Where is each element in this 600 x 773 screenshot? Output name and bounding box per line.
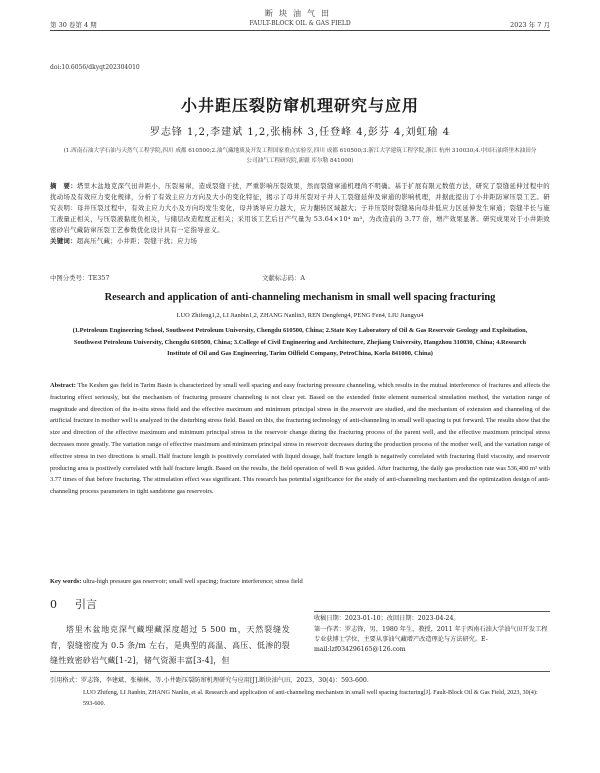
authors-en: LUO Zhifeng1,2, LI Jianbin1,2, ZHANG Nanlin3, REN Dengfeng4, PENG Fen4, LIU Jiangyu4 xyxy=(176,312,424,319)
header-rule xyxy=(50,30,550,31)
citation-rule xyxy=(50,671,550,672)
volume-issue: 第 30 卷第 4 期 xyxy=(50,21,97,29)
abstract-en-label: Abstract: xyxy=(50,382,76,389)
keywords-en: ultra-high pressure gas reservoir; small well spacing; fracture interference; stress field xyxy=(83,578,303,585)
keywords-en-label: Key words: xyxy=(50,578,82,585)
first-author-note: 第一作者：罗志锋，男，1980 年生，教授，2011 年于西南石油大学油气田开发工程专业获博士学位，主要从事油气藏增产改造理论与方法研究。E-mail:lzf034296165@126.com xyxy=(314,626,548,653)
keywords-cn-label: 关键词： xyxy=(50,237,77,245)
citation-en: LUO Zhifeng, LI Jianbin, ZHANG Nanlin, et al. Research and application of anti-channeling mechanism in small well spacing fracturing[J]. Fault-Block Oil & Gas Field, 2023, 30(4): 593-600. xyxy=(83,688,538,707)
intro-paragraph: 塔里木盆地克深气藏埋藏深度超过 5 500 m，天然裂缝发育，裂缝密度为 0.5 条/m 左右，是典型的高温、高压、低渗的裂缝性致密砂岩气藏[1-2]，储气资源丰富[3-4]，但 xyxy=(50,625,290,665)
section-heading xyxy=(50,596,97,612)
section-title: 引言 xyxy=(75,598,97,611)
received-date: 收稿日期：2023-01-10；改回日期：2023-04-24。 xyxy=(314,615,460,622)
title-en: Research and application of anti-channeling mechanism in small well spacing fracturing xyxy=(104,292,496,303)
document-code: 文献标志码：A xyxy=(262,274,305,282)
affiliations-cn: (1.西南石油大学石油与天然气工程学院,四川 成都 610500;2.油气藏地质及开发工程国家重点实验室,四川 成都 610500;3.浙江大学建筑工程学院,浙江 杭州 310030;4.中国石油塔里木油田分公司油气工程研究院,新疆 库尔勒 841000) xyxy=(63,148,537,164)
citation-block xyxy=(50,675,550,710)
article-notes xyxy=(314,614,550,656)
keywords-en-line xyxy=(50,578,550,585)
authors-cn: 罗志锋 1,2,李建斌 1,2,张楠林 3,任登峰 4,彭芬 4,刘虹瑜 4 xyxy=(149,127,451,138)
abstract-en-text: The Keshen gas field in Tarim Basin is characterized by small well spacing and easy fracturing pressure channeling, which results in the mutual interference of fractures and affects the fracturing effect seriously, but the mechanism of fracturing pressure channeling is not clear yet. Based on the extended finite element numerical simulation method, the variation range of magnitude and direction of the in-situ stress field and the effective maximum and minimum principal stress in the reservoir are studied, and the mechanism of extension and channeling of the artificial fracture in mother well is analyzed in the disturbing stress field. Based on this, the fracturing technology of anti-channeling in small well spacing is put forward. The results show that the size and direction of the effective maximum and minimum principal stress in the reservoir change during the fracturing process of the parent well, and the effective maximum principal stress decreases more greatly. The variation range of effective maximum and minimum principal stress in reservoir decreases during the production process of the mother well, and the variation range of effective stress in two directions is small. Half fracture length is positively correlated with liquid dosage, half fracture length is negatively correlated with fracturing fluid viscosity, and reservoir producing area is positively correlated with half fracture length. Based on the results, the field operation of well B was guided. After fracturing, the daily gas production rate was 536,400 m³ with 3.77 times of that before fracturing. The stimulation effect was significant. This research has potential significance for the study of anti-channeling mechanism and the optimization design of anti-channeling process parameters in tight sandstone gas reservoirs. xyxy=(50,382,550,496)
title-cn: 小井距压裂防窜机理研究与应用 xyxy=(180,96,419,115)
abstract-cn-label: 摘 要： xyxy=(50,182,78,190)
abstract-en xyxy=(50,380,550,498)
section-number: 0 xyxy=(50,598,57,611)
journal-name-en: FAULT-BLOCK OIL & GAS FIELD xyxy=(249,20,351,27)
abstract-cn xyxy=(50,181,550,247)
publication-date: 2023 年 7 月 xyxy=(510,21,550,29)
classification-number: 中图分类号：TE357 xyxy=(50,274,110,282)
affiliations-en: (1.Petroleum Engineering School, Southwest Petroleum University, Chengdu 610500, China; 2.State Key Laboratory of Oil & Gas Reservoir Geology and Exploitation, Southwest Petroleum University, Chengdu 610500, China; 3.College of Civil Engineering and Architecture, Zhejiang University, Hangzhou 310030, China; 4.Research Institute of Oil and Gas Engineering, Tarim Oilfield Company, PetroChina, Korla 841000, China) xyxy=(72,327,528,358)
journal-name-header: 断块油气田 xyxy=(265,9,335,18)
citation-cn: 引用格式：罗志锋，李建斌，张楠林，等.小井距压裂防窜机理研究与应用[J].断块油气田，2023，30(4)：593-600. xyxy=(50,677,369,684)
doi: doi:10.6056/dkyqt202304010 xyxy=(50,64,140,71)
keywords-cn: 超高压气藏；小井距；裂缝干扰；应力场 xyxy=(76,237,198,245)
abstract-cn-text: 塔里木盆地克深气田井距小，压裂易窜，造成裂缝干扰，严重影响压裂效果，然而裂缝窜通机理尚不明确。基于扩展有限元数值方法，研究了裂缝延伸过程中的扰动场及有效应力变化规律，分析了有效主应力方向及大小的变化特征，揭示了母井压裂对子井人工裂缝延伸及窜通的影响机理，并据此提出了小井距防窜压裂工艺。研究表明：母井压裂过程中，有效主应力大小及方向均发生变化，母井诱导应力越大，应力翻转区域越大；子井压裂时裂缝易向母井低应力区延伸发生窜通；裂缝半长与施工液量正相关，与压裂液黏度负相关，与储层改造程度正相关；采用该工艺后日产气量为 53.64×10⁴ m³，为改造前的 3.77 倍，增产效果显著。研究成果对于小井距致密砂岩气藏防窜压裂工艺参数优化设计具有一定指导意义。 xyxy=(50,182,550,234)
intro-body xyxy=(50,622,290,669)
notes-rule xyxy=(314,611,550,612)
